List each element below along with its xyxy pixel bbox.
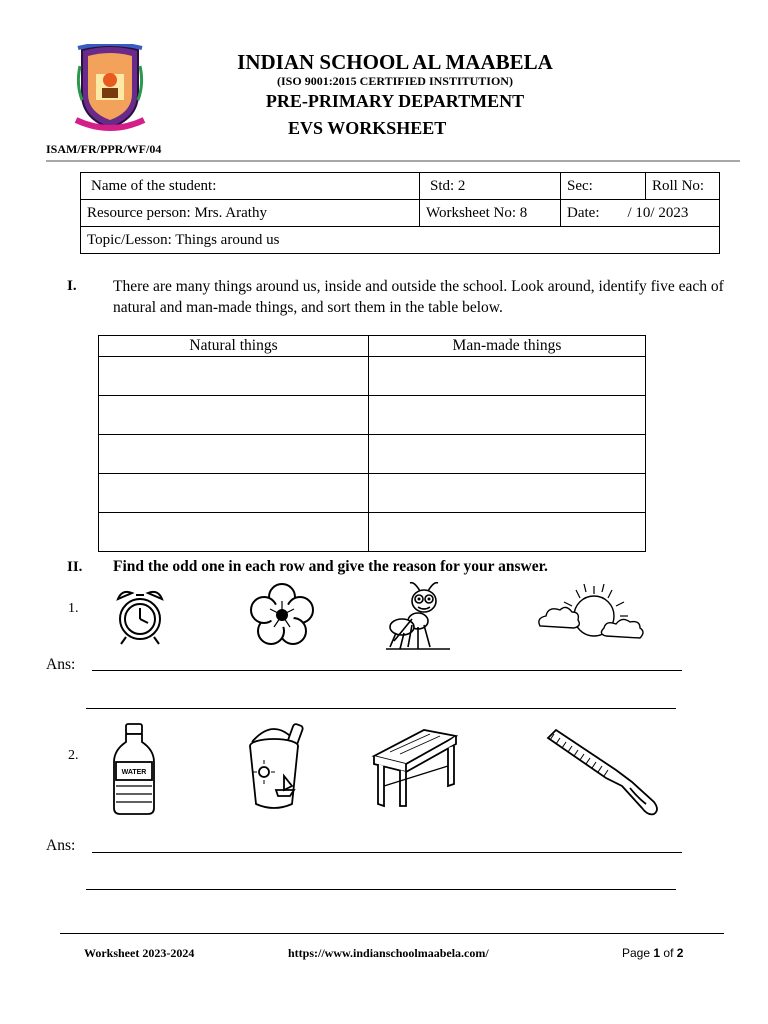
answer-2-line-2[interactable] [86,889,676,890]
sorting-table [98,335,646,552]
roll-number-label: Roll No: [652,177,705,194]
department-title: PRE-PRIMARY DEPARTMENT [265,91,525,111]
bucket-icon [244,720,308,812]
row-1-number: 1. [68,601,79,616]
std-label: Std: 2 [430,177,466,194]
section-label: Sec: [567,177,593,194]
header-divider [46,160,740,162]
answer-2-label: Ans: [46,837,76,854]
man-made-things-header: Man-made things [369,336,646,357]
iso-note: (ISO 9001:2015 CERTIFIED INSTITUTION) [277,74,513,88]
man-made-cell[interactable] [369,357,646,396]
natural-cell[interactable] [99,474,369,513]
form-code: ISAM/FR/PPR/WF/04 [46,142,162,156]
footer-url[interactable]: https://www.indianschoolmaabela.com/ [288,946,489,960]
table-icon [370,726,458,808]
section-1-number: I. [67,278,77,294]
worksheet-title: EVS WORKSHEET [288,118,447,138]
topic-row [81,227,720,254]
date-value: / 10/ 2023 [627,204,689,221]
school-name: INDIAN SCHOOL AL MAABELA [237,50,553,74]
resource-person-label: Resource person: Mrs. Arathy [87,204,267,221]
row-2-number: 2. [68,748,79,763]
page-indicator [622,946,683,960]
section-2-instruction: Find the odd one in each row and give the reason for your answer. [113,558,548,575]
page-prefix: Page [622,946,651,960]
man-made-cell[interactable] [369,513,646,552]
alarm-clock-icon [112,587,168,647]
natural-cell[interactable] [99,435,369,474]
student-name-field[interactable] [81,173,420,200]
page-of: of [663,946,674,960]
comb-icon [546,722,666,818]
student-name-label: Name of the student: [91,177,217,194]
worksheet-number-label: Worksheet No: 8 [426,204,528,221]
answer-1-line-1[interactable] [92,670,682,671]
sun-and-clouds-icon [536,582,648,644]
page-current: 1 [653,946,661,960]
answer-1-label: Ans: [46,656,76,673]
resource-person [81,200,420,227]
natural-cell[interactable] [99,396,369,435]
man-made-cell[interactable] [369,435,646,474]
flower-icon [250,583,314,647]
roll-number-field[interactable] [646,173,720,200]
water-bottle-icon [108,722,160,816]
natural-things-header: Natural things [99,336,369,357]
answer-1-line-2[interactable] [86,708,676,709]
std-field [420,173,561,200]
footer-worksheet-year: Worksheet 2023-2024 [84,946,195,960]
section-field[interactable] [561,173,646,200]
bottle-label: WATER [121,769,147,776]
natural-cell[interactable] [99,513,369,552]
worksheet-number [420,200,561,227]
student-info-table [80,172,720,254]
section-2-number: II. [67,559,83,575]
ant-icon [384,579,452,651]
date-label: Date: [567,204,600,221]
natural-cell[interactable] [99,357,369,396]
topic-label: Topic/Lesson: Things around us [87,231,280,248]
answer-2-line-1[interactable] [92,852,682,853]
man-made-cell[interactable] [369,396,646,435]
man-made-cell[interactable] [369,474,646,513]
section-1-instruction: There are many things around us, inside and outside the school. Look around, identify five each of natural and man-made things, and sort them in the table below. [113,278,724,316]
page-total: 2 [676,946,684,960]
footer-divider [60,933,724,934]
date-field[interactable] [561,200,720,227]
